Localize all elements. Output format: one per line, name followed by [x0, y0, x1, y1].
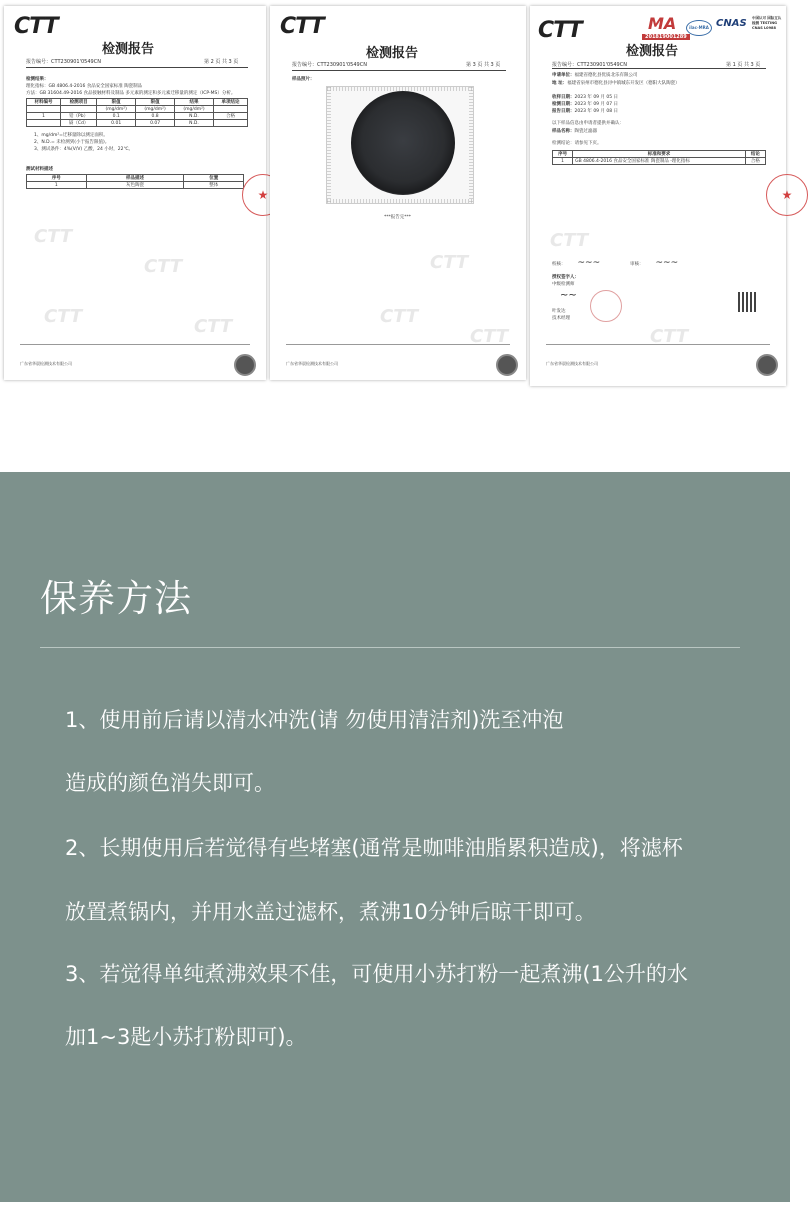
table-row: 1 GB 4806.4-2016 食品安全国家标准 陶瓷制品 -理化指标 合格	[553, 158, 766, 165]
sample-name-row: 样品名称：陶瓷过滤器	[552, 129, 597, 134]
report-date-row: 报告日期：2023 年 09 月 08 日	[552, 109, 619, 114]
report-page-2: CTT 检测报告 报告编号：CTT230901'0549CN 第 2 页 共 3 页 检测结果： 理化指标：GB 4806.4-2016 食品安全国家标准 陶瓷制品 方法：GB 31604.49-2016 食品接触材料及制品 多元素的测定和多元素迁移量的测定（ICP-MS）分析。 材料编号 检测项目 限值 限值 结果 单项结论 (mg/dm²) (mg/dm²) (mg/dm²) 1 铅（Pb） 0.1 0.8 N.D. 合格 镉（Cd） 0.01 0.07 N.D. 1、mg/dm²=迁移量除以测定面积。 2、N.D.= 未检测到(小于报告限值)。 3、测试条件：4%(V/V) 乙酸，24 小时，22℃。 测试材料描述 序号 样品描述 位置 1 灰色陶瓷 整体 ★ CTT CTT CTT CTT 广东省华晨检测技术有限公司	[4, 6, 266, 380]
material-heading: 测试材料描述	[26, 167, 53, 172]
page-number: 第 3 页 共 3 页	[466, 62, 501, 68]
signer-title: 技术经理	[552, 316, 570, 321]
table-row: 镉（Cd） 0.01 0.07 N.D.	[27, 120, 248, 127]
test-date-row: 检测日期：2023 年 09 月 07 日	[552, 102, 619, 107]
ctt-logo: CTT	[14, 14, 58, 39]
lab-stamp	[756, 354, 778, 376]
applicant-row: 申请单位：福建省德化县优质北乐有限公司	[552, 73, 638, 78]
report-footer: 广东省华晨检测技术有限公司	[546, 344, 770, 363]
ceramic-filter-image	[351, 91, 455, 195]
report-footer: 广东省华晨检测技术有限公司	[20, 344, 250, 363]
material-table: 序号 样品描述 位置 1 灰色陶瓷 整体	[26, 174, 244, 189]
care-line-3: 2、长期使用后若觉得有些堵塞(通常是咖啡油脂累积造成)，将滤杯	[65, 836, 683, 860]
note-1: 1、mg/dm²=迁移量除以测定面积。	[34, 133, 108, 138]
lab-stamp	[234, 354, 256, 376]
method-line: 方法：GB 31604.49-2016 食品接触材料及制品 多元素的测定和多元素迁移量的测定（ICP-MS）分析。	[26, 91, 236, 96]
checker-signature: 校核： ~~~	[552, 258, 601, 268]
conclusion-table: 序号 标准和要求 结论 1 GB 4806.4-2016 食品安全国家标准 陶瓷制品 -理化指标 合格	[552, 150, 766, 165]
address-row: 地 址：福建省泉州市德化县浔中镇城东开发区（德阳大队陶瓷）	[552, 81, 680, 86]
lab-stamp	[496, 354, 518, 376]
ilac-logo: ilac-MRA	[686, 20, 712, 36]
qr-code	[738, 292, 758, 312]
report-title: 检测报告	[102, 42, 155, 57]
report-title: 检测报告	[366, 46, 419, 61]
end-of-report: ***报告完***	[384, 215, 411, 220]
note-2: 2、N.D.= 未检测到(小于报告限值)。	[34, 140, 110, 145]
reviewer-signature: 审核： ~~~	[630, 258, 679, 268]
page-number: 第 1 页 共 3 页	[726, 62, 761, 68]
report-number: 报告编号：CTT230901'0549CN	[26, 59, 101, 65]
conclusion-row: 检测结论：请参见下页。	[552, 141, 602, 146]
red-seal: ★	[766, 174, 808, 216]
care-line-1: 1、使用前后请以清水冲洗(请 勿使用清洁剂)洗至冲泡	[65, 708, 564, 732]
table-row: 1 灰色陶瓷 整体	[27, 182, 244, 189]
cnas-logo: CNAS	[716, 18, 747, 29]
report-footer: 广东省华晨检测技术有限公司	[286, 344, 510, 363]
report-page-1: CTT MA ilac-MRA CNAS 中国认可 国际互认 检测 TESTING CNAS L0988 201819001289 检测报告 报告编号：CTT230901'0549CN 第 1 页 共 3 页 申请单位：福建省德化县优质北乐有限公司 地 址：福建省泉州市德化县浔中镇城东开发区（德阳大队陶瓷） 收样日期：2023 年 09 月 05 日 检测日期：2023 年 09 月 07 日 报告日期：2023 年 09 月 08 日 以下样品信息由申请者提供并确认： 样品名称：陶瓷过滤器 检测结论：请参见下页。 序号 标准和要求 结论 1 GB 4806.4-2016 食品安全国家标准 陶瓷制品 -理化指标 合格 ★ 校核： ~~~ 审核： ~~~ 授权签字人： 中级检测师 ~~ 叶发达 技术经理 CTT CTT 广东省华晨检测技术有限公司	[530, 6, 786, 386]
care-line-5: 3、若觉得单纯煮沸效果不佳，可使用小苏打粉一起煮沸(1公升的水	[65, 962, 688, 986]
care-line-6: 加1~3匙小苏打粉即可)。	[65, 1025, 307, 1049]
report-number: 报告编号：CTT230901'0549CN	[292, 62, 367, 68]
red-seal: ★	[242, 174, 284, 216]
sample-note: 以下样品信息由申请者提供并确认：	[552, 121, 624, 126]
approver-label: 授权签字人：	[552, 275, 579, 280]
ctt-logo: CTT	[280, 14, 324, 39]
results-table: 材料编号 检测项目 限值 限值 结果 单项结论 (mg/dm²) (mg/dm²) (mg/dm²) 1 铅（Pb） 0.1 0.8 N.D. 合格 镉（Cd） 0.01 0.07 N.D.	[26, 98, 248, 127]
report-number: 报告编号：CTT230901'0549CN	[552, 62, 627, 68]
cnas-text: 中国认可 国际互认 检测 TESTING CNAS L0988	[752, 16, 782, 30]
ctt-logo: CTT	[538, 18, 582, 43]
result-heading: 检测结果：	[26, 77, 49, 82]
note-3: 3、测试条件：4%(V/V) 乙酸，24 小时，22℃。	[34, 147, 134, 152]
accreditation-logos	[642, 12, 782, 38]
table-row: 1 铅（Pb） 0.1 0.8 N.D. 合格	[27, 113, 248, 120]
cma-logo: MA	[648, 14, 677, 33]
report-title: 检测报告	[626, 44, 679, 59]
signer-name: 叶发达	[552, 309, 566, 314]
report-page-3: CTT 检测报告 报告编号：CTT230901'0549CN 第 3 页 共 3 页 样品照片： ***报告完*** CTT CTT CTT 广东省华晨检测技术有限公司	[270, 6, 526, 380]
receive-date-row: 收样日期：2023 年 09 月 05 日	[552, 95, 619, 100]
standard-line: 理化指标：GB 4806.4-2016 食品安全国家标准 陶瓷制品	[26, 84, 143, 89]
approver-title: 中级检测师	[552, 282, 575, 287]
cert-number: 201819001289	[642, 34, 690, 40]
bottom-strip	[0, 1202, 790, 1220]
reports-section	[0, 0, 793, 472]
care-title: 保养方法	[40, 577, 192, 620]
photo-label: 样品照片：	[292, 77, 315, 82]
approval-seal	[590, 290, 622, 322]
care-line-4: 放置煮锅内，并用水盖过滤杯，煮沸10分钟后晾干即可。	[65, 900, 596, 924]
sample-photo	[326, 86, 474, 204]
divider	[40, 647, 740, 648]
page-number: 第 2 页 共 3 页	[204, 59, 239, 65]
care-line-2: 造成的颜色消失即可。	[65, 771, 275, 795]
